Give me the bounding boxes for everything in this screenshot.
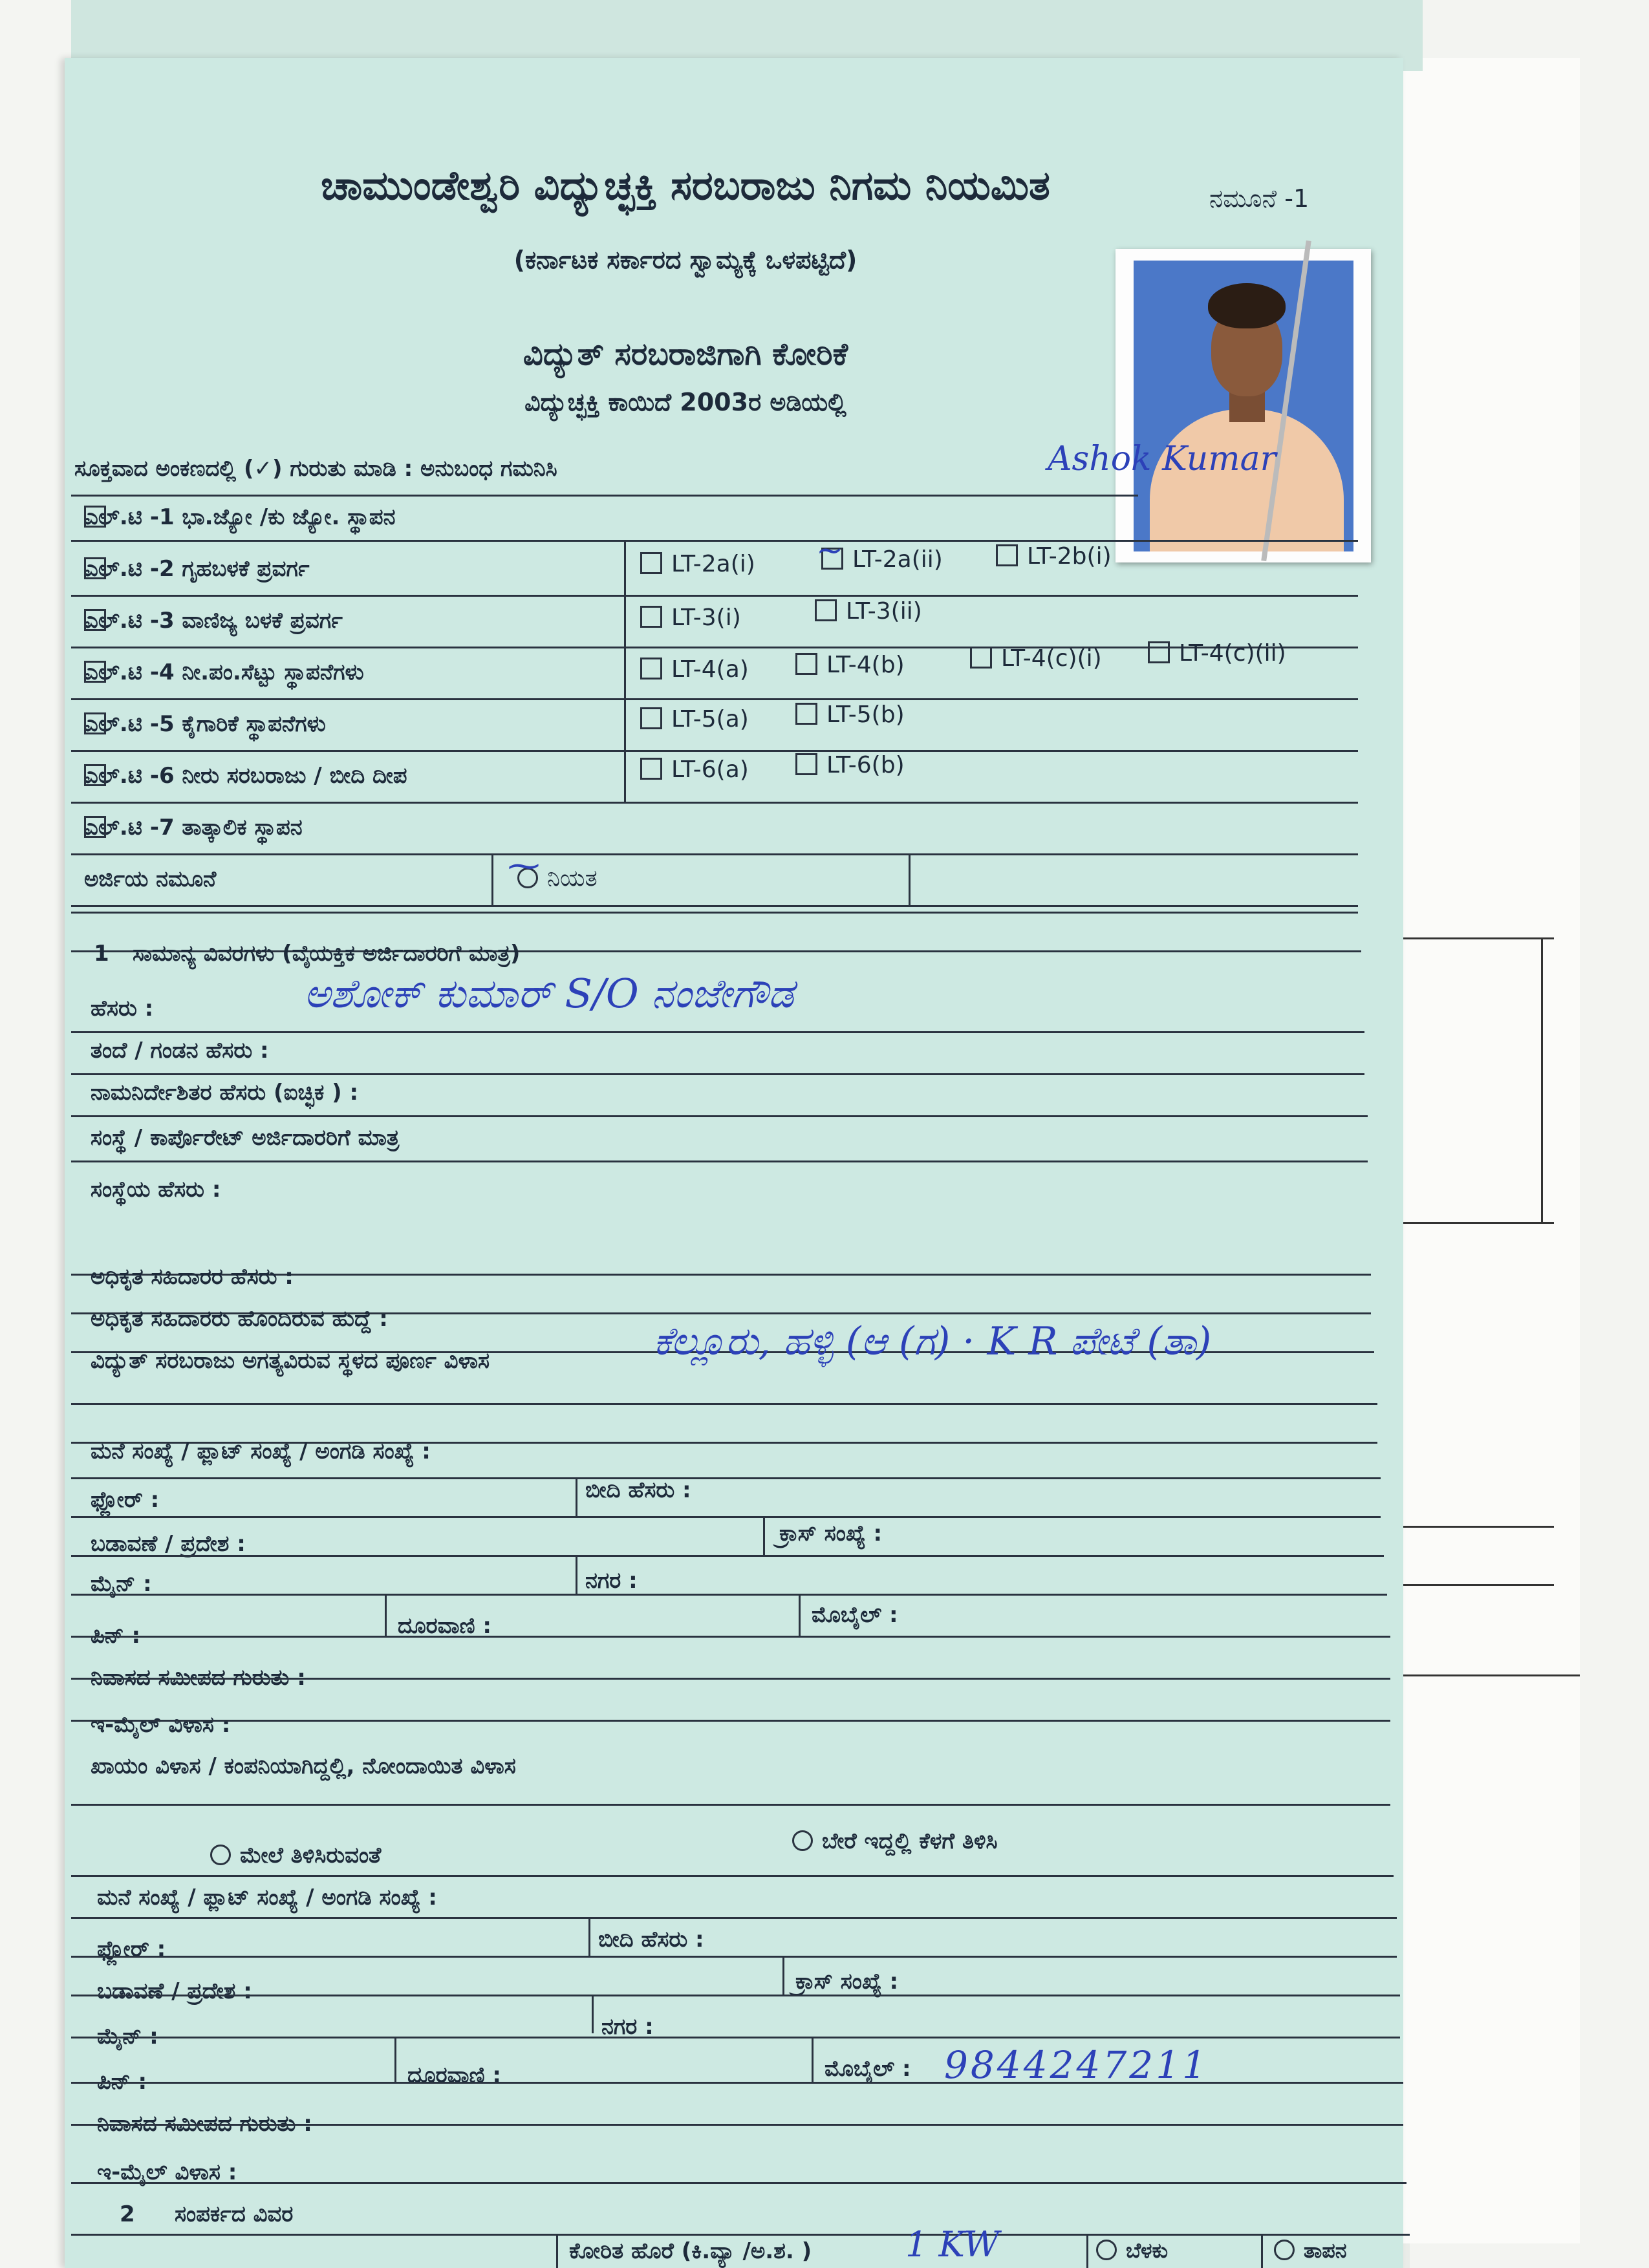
tariff-type-label: ಅರ್ಜಿಯ ನಮೂನೆ	[84, 866, 217, 892]
instruction: ಸೂಕ್ತವಾದ ಅಂಕಣದಲ್ಲಿ (✓) ಗುರುತು ಮಾಡಿ : ಅನುಬಂಧ ಗಮನಿಸಿ	[74, 456, 557, 482]
phone-label-2: ದೂರವಾಣಿ :	[407, 2062, 501, 2088]
form-title: ವಿದ್ಯುತ್ ಸರಬರಾಜಿಗಾಗಿ ಕೋರಿಕೆ	[523, 336, 848, 372]
option-lt3-i[interactable]: LT-3(i)	[640, 604, 741, 631]
category-lt7[interactable]: ಎಲ್.ಟಿ -7 ತಾತ್ಕಾಲಿಕ ಸ್ಥಾಪನ	[84, 815, 303, 840]
email-label: ಇ-ಮೈಲ್ ವಿಳಾಸ :	[91, 1712, 231, 1738]
option-lt5a[interactable]: LT-5(a)	[640, 706, 749, 733]
lighting-option[interactable]: ಬೆಳಕು	[1096, 2238, 1168, 2263]
category-lt2[interactable]: ಎಲ್.ಟಿ -2 ಗೃಹಬಳಕೆ ಪ್ರವರ್ಗ	[84, 556, 310, 582]
area-label-2: ಬಡಾವಣೆ / ಪ್ರದೇಶ :	[97, 1978, 252, 2004]
name-value[interactable]: ಅಶೋಕ್ ಕುಮಾರ್ S/O ನಂಜೇಗೌಡ	[304, 970, 794, 1017]
option-lt3-ii[interactable]: LT-3(ii)	[815, 598, 922, 625]
load-label: ಕೋರಿತ ಹೊರೆ (ಕಿ.ವ್ಯಾ /ಅ.ಶ. )	[569, 2238, 812, 2264]
city-label: ನಗರ :	[585, 1568, 638, 1594]
same-address-option[interactable]: ಮೇಲೆ ತಿಳಿಸಿರುವಂತೆ	[210, 1843, 381, 1868]
landmark-label-2: ನಿವಾಸದ ಸಮೀಪದ ಗುರುತು :	[97, 2111, 312, 2137]
cross-label-2: ಕ್ರಾಸ್ ಸಂಖ್ಯೆ :	[795, 1969, 899, 1995]
pin-label-2: ಪಿನ್ :	[97, 2069, 147, 2095]
house-number-label-2: ಮನೆ ಸಂಖ್ಯೆ / ಫ್ಲಾಟ್ ಸಂಖ್ಯೆ / ಅಂಗಡಿ ಸಂಖ್ಯೆ :	[97, 1885, 437, 1910]
category-lt3[interactable]: ಎಲ್.ಟಿ -3 ವಾಣಿಜ್ಯ ಬಳಕೆ ಪ್ರವರ್ಗ	[84, 608, 343, 634]
category-lt1[interactable]: ಎಲ್.ಟಿ -1 ಭಾ.ಜ್ಯೋ /ಕು ಜ್ಯೋ. ಸ್ಥಾಪನ	[84, 504, 396, 530]
floor-label-2: ಫ್ಲೋರ್ :	[97, 1936, 166, 1962]
email-label-2: ಇ-ಮೈಲ್ ವಿಳಾಸ :	[97, 2159, 237, 2185]
section2-number: 2	[120, 2201, 135, 2227]
applicant-photo	[1116, 249, 1371, 562]
area-label: ಬಡಾವಣೆ / ಪ್ರದೇಶ :	[91, 1531, 246, 1557]
tariff-tick: ⁓	[508, 847, 540, 884]
section2-title: ಸಂಪರ್ಕದ ವಿವರ	[175, 2201, 294, 2227]
applicant-signature: Ashok Kumar	[1048, 440, 1277, 478]
floor-label: ಫ್ಲೋರ್ :	[91, 1487, 160, 1513]
option-lt4a[interactable]: LT-4(a)	[640, 656, 749, 683]
landmark-label: ನಿವಾಸದ ಸಮೀಪದ ಗುರುತು :	[91, 1665, 306, 1691]
option-lt4c-i[interactable]: LT-4(c)(i)	[970, 645, 1102, 672]
name-label: ಹೆಸರು :	[91, 996, 154, 1022]
option-lt2a-i[interactable]: LT-2a(i)	[640, 551, 755, 577]
main-label: ಮೈನ್ :	[91, 1571, 152, 1597]
permanent-address-label: ಖಾಯಂ ವಿಳಾಸ / ಕಂಪನಿಯಾಗಿದ್ದಲ್ಲಿ, ನೋಂದಾಯಿತ ವಿಳಾಸ	[91, 1753, 516, 1779]
partner-name-label: ಅಧಿಕೃತ ಸಹಿದಾರರ ಹೆಸರು :	[91, 1264, 294, 1290]
section1-title: ಸಾಮಾನ್ಯ ವಿವರಗಳು (ವೈಯಕ್ತಿಕ ಅರ್ಜಿದಾರರಿಗೆ ಮಾತ್ರ)	[133, 941, 521, 967]
option-lt6b[interactable]: LT-6(b)	[795, 752, 905, 778]
lt2a-ii-tick: ~	[816, 531, 843, 569]
company-name-label: ಸಂಸ್ಥೆಯ ಹೆಸರು :	[91, 1177, 221, 1203]
pin-label: ಪಿನ್ :	[91, 1623, 141, 1649]
option-lt4b[interactable]: LT-4(b)	[795, 652, 905, 678]
supply-address-value[interactable]: ಕೆಲ್ಲೂರು, ಹಳ್ಳಿ (ಆ (ಗ) · K R ಪೇಟೆ (ತಾ)	[653, 1319, 1212, 1364]
org-name: ಚಾಮುಂಡೇಶ್ವರಿ ವಿದ್ಯುಚ್ಛಕ್ತಿ ಸರಬರಾಜು ನಿಗಮ ನಿಯಮಿತ	[321, 162, 1050, 209]
form-subtitle: ವಿದ್ಯುಚ್ಛಕ್ತಿ ಕಾಯಿದೆ 2003ರ ಅಡಿಯಲ್ಲಿ	[524, 388, 846, 416]
org-subtitle: (ಕರ್ನಾಟಕ ಸರ್ಕಾರದ ಸ್ವಾಮ್ಯಕ್ಕೆ ಒಳಪಟ್ಟಿದೆ)	[513, 246, 857, 274]
main-label-2: ಮೈನ್ :	[97, 2024, 158, 2049]
background-card	[1384, 58, 1580, 2243]
mobile-label: ಮೊಬೈಲ್ :	[812, 1602, 898, 1628]
father-name-label: ತಂದೆ / ಗಂಡನ ಹೆಸರು :	[91, 1038, 269, 1064]
category-lt4[interactable]: ಎಲ್.ಟಿ -4 ನೀ.ಪಂ.ಸೆಟ್ಟು ಸ್ಥಾಪನೆಗಳು	[84, 659, 364, 685]
option-lt4c-ii[interactable]: LT-4(c)(ii)	[1148, 640, 1286, 667]
street-label: ಬೀದಿ ಹೆಸರು :	[585, 1477, 691, 1503]
house-number-label: ಮನೆ ಸಂಖ್ಯೆ / ಫ್ಲಾಟ್ ಸಂಖ್ಯೆ / ಅಂಗಡಿ ಸಂಖ್ಯೆ :	[91, 1439, 431, 1464]
mobile-label-2: ಮೊಬೈಲ್ :	[824, 2056, 911, 2082]
phone-label: ದೂರವಾಣಿ :	[398, 1613, 491, 1639]
section1-number: 1	[94, 941, 109, 967]
option-lt2b-i[interactable]: LT-2b(i)	[996, 543, 1112, 570]
category-lt6[interactable]: ಎಲ್.ಟಿ -6 ನೀರು ಸರಬರಾಜು / ಬೀದಿ ದೀಪ	[84, 763, 407, 789]
form-number: ನಮೂನೆ -1	[1209, 184, 1310, 213]
mobile-value[interactable]: 9844247211	[944, 2043, 1209, 2087]
option-lt2a-ii[interactable]: LT-2a(ii)	[821, 546, 943, 573]
corporate-label: ಸಂಸ್ಥೆ / ಕಾರ್ಪೊರೇಟ್ ಅರ್ಜಿದಾರರಿಗೆ ಮಾತ್ರ	[91, 1125, 400, 1151]
load-value[interactable]: 1 KW	[905, 2224, 1000, 2265]
cross-label: ಕ್ರಾಸ್ ಸಂಖ್ಯೆ :	[779, 1521, 883, 1546]
heating-option[interactable]: ತಾಪನ	[1274, 2238, 1347, 2263]
category-lt5[interactable]: ಎಲ್.ಟಿ -5 ಕೈಗಾರಿಕೆ ಸ್ಥಾಪನೆಗಳು	[84, 711, 326, 737]
supply-address-label: ವಿದ್ಯುತ್ ಸರಬರಾಜು ಅಗತ್ಯವಿರುವ ಸ್ಥಳದ ಪೂರ್ಣ ವಿಳಾಸ	[91, 1348, 490, 1374]
city-label-2: ನಗರ :	[601, 2014, 654, 2040]
street-label-2: ಬೀದಿ ಹೆಸರು :	[598, 1927, 704, 1952]
option-lt5b[interactable]: LT-5(b)	[795, 701, 905, 728]
option-lt6a[interactable]: LT-6(a)	[640, 756, 749, 783]
tariff-type-option[interactable]: ನಿಯತ	[517, 865, 598, 892]
other-address-option[interactable]: ಬೇರೆ ಇದ್ದಲ್ಲಿ ಕೆಳಗೆ ತಿಳಿಸಿ	[792, 1828, 998, 1854]
nominee-label: ನಾಮನಿರ್ದೇಶಿತರ ಹೆಸರು (ಐಚ್ಛಿಕ ) :	[91, 1080, 359, 1106]
page-margin	[0, 0, 71, 2268]
partner-designation-label: ಅಧಿಕೃತ ಸಹಿದಾರರು ಹೊಂದಿರುವ ಹುದ್ದೆ :	[91, 1306, 388, 1332]
